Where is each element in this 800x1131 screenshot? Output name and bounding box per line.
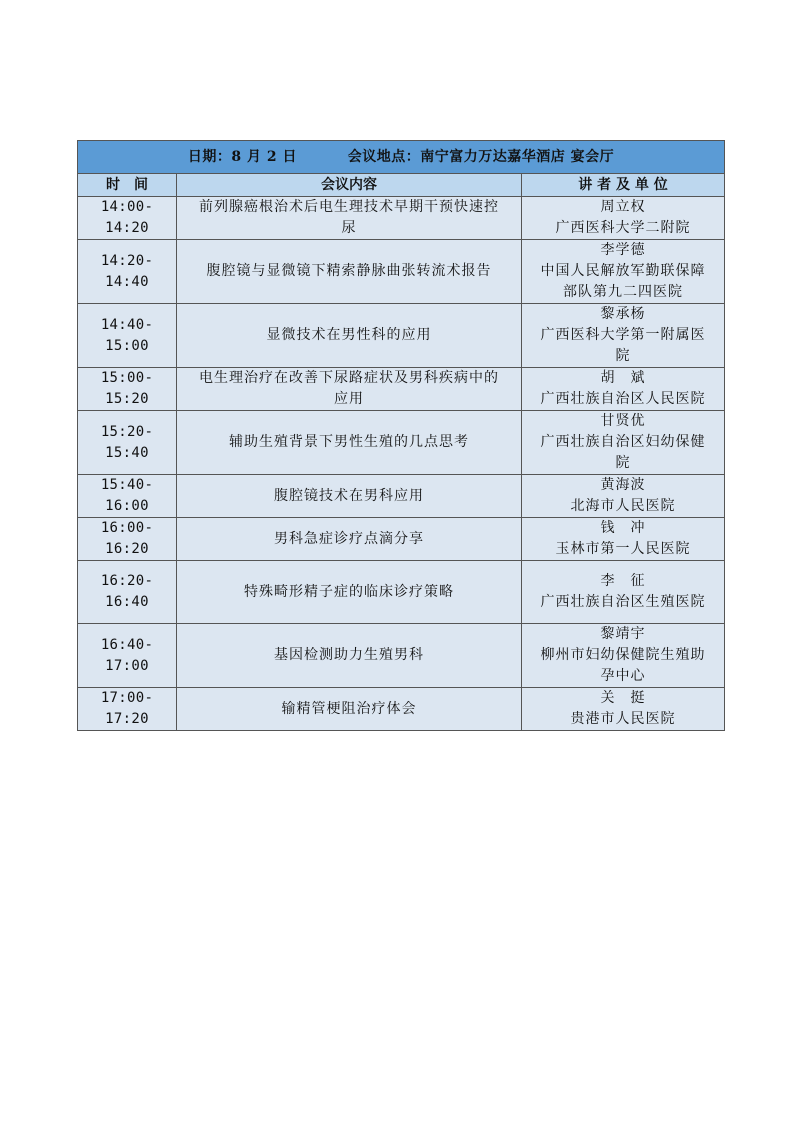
schedule-row <box>78 304 725 368</box>
speaker-affiliation: 中国人民解放军勤联保障 <box>540 263 706 279</box>
speaker-name: 黎靖宇 <box>600 626 646 642</box>
session-speaker <box>522 411 725 475</box>
session-topic-line: 腹腔镜与显微镜下精索静脉曲张转流术报告 <box>206 263 492 279</box>
schedule-row <box>78 240 725 304</box>
session-speaker <box>522 197 725 240</box>
speaker-name: 李 征 <box>600 573 646 589</box>
speaker-name: 黎承杨 <box>600 306 646 322</box>
session-topic-line: 辅助生殖背景下男性生殖的几点思考 <box>229 434 469 450</box>
session-time: 16:40-17:00 <box>78 624 177 688</box>
schedule-row <box>78 624 725 688</box>
speaker-affiliation: 部队第九二四医院 <box>563 284 683 300</box>
meeting-venue: 会议地点：南宁富力万达嘉华酒店 宴会厅 <box>347 148 615 165</box>
session-topic-line: 电生理治疗在改善下尿路症状及男科疾病中的 <box>199 370 499 386</box>
speaker-name: 关 挺 <box>600 690 646 706</box>
session-time: 14:40-15:00 <box>78 304 177 368</box>
speaker-name: 胡 斌 <box>600 370 646 386</box>
speaker-affiliation: 贵港市人民医院 <box>570 711 676 727</box>
session-time: 15:20-15:40 <box>78 411 177 475</box>
session-topic-line: 基因检测助力生殖男科 <box>274 647 424 663</box>
session-time: 17:00-17:20 <box>78 688 177 731</box>
session-time: 16:00-16:20 <box>78 518 177 561</box>
speaker-affiliation: 广西医科大学第一附属医 <box>540 327 706 343</box>
schedule-banner <box>78 141 725 174</box>
session-topic <box>177 197 522 240</box>
speaker-affiliation: 院 <box>615 455 631 471</box>
session-topic-line: 输精管梗阻治疗体会 <box>281 700 417 717</box>
speaker-affiliation: 广西壮族自治区生殖医院 <box>540 594 706 610</box>
session-speaker <box>522 304 725 368</box>
speaker-affiliation: 院 <box>615 348 631 364</box>
session-topic <box>177 411 522 475</box>
schedule-table <box>77 140 725 731</box>
session-speaker <box>522 240 725 304</box>
session-topic <box>177 240 522 304</box>
session-time: 15:40-16:00 <box>78 475 177 518</box>
schedule-body <box>78 197 725 731</box>
session-speaker <box>522 688 725 731</box>
speaker-name: 黄海波 <box>600 477 646 493</box>
speaker-affiliation: 玉林市第一人民医院 <box>555 541 691 557</box>
session-topic-line: 尿 <box>341 220 357 236</box>
speaker-affiliation: 广西壮族自治区妇幼保健 <box>540 434 706 450</box>
session-topic-line: 腹腔镜技术在男科应用 <box>274 487 424 504</box>
session-topic <box>177 561 522 624</box>
schedule-row <box>78 518 725 561</box>
session-topic <box>177 624 522 688</box>
session-speaker <box>522 518 725 561</box>
column-header-speaker: 讲 者 及 单 位 <box>522 174 725 197</box>
session-topic-line: 前列腺癌根治术后电生理技术早期干预快速控 <box>199 199 499 215</box>
session-time: 14:20-14:40 <box>78 240 177 304</box>
speaker-affiliation: 孕中心 <box>600 668 646 684</box>
session-speaker <box>522 624 725 688</box>
speaker-name: 钱 冲 <box>600 520 646 536</box>
session-topic <box>177 475 522 518</box>
speaker-name: 甘贤优 <box>600 413 646 429</box>
speaker-affiliation: 广西医科大学二附院 <box>555 220 691 236</box>
column-header-content: 会议内容 <box>177 174 522 197</box>
session-topic <box>177 304 522 368</box>
session-topic <box>177 368 522 411</box>
speaker-affiliation: 北海市人民医院 <box>570 498 676 514</box>
schedule-row <box>78 197 725 240</box>
schedule-row <box>78 411 725 475</box>
session-topic <box>177 518 522 561</box>
schedule-row <box>78 475 725 518</box>
session-time: 16:20-16:40 <box>78 561 177 624</box>
session-time: 15:00-15:20 <box>78 368 177 411</box>
session-topic-line: 男科急症诊疗点滴分享 <box>274 530 424 547</box>
session-time: 14:00-14:20 <box>78 197 177 240</box>
speaker-name: 李学德 <box>600 242 646 258</box>
column-header-time: 时 间 <box>78 174 177 197</box>
schedule-row <box>78 561 725 624</box>
speaker-name: 周立权 <box>600 199 646 215</box>
session-speaker <box>522 561 725 624</box>
schedule-row <box>78 368 725 411</box>
session-speaker <box>522 368 725 411</box>
session-topic <box>177 688 522 731</box>
speaker-affiliation: 广西壮族自治区人民医院 <box>540 391 706 407</box>
session-topic-line: 应用 <box>334 391 364 407</box>
session-topic-line: 显微技术在男性科的应用 <box>266 327 432 343</box>
column-header-row <box>78 174 725 197</box>
banner-cell <box>78 141 725 174</box>
schedule-row <box>78 688 725 731</box>
meeting-date: 日期：8 月 2 日 <box>187 148 297 165</box>
speaker-affiliation: 柳州市妇幼保健院生殖助 <box>540 647 706 663</box>
session-speaker <box>522 475 725 518</box>
session-topic-line: 特殊畸形精子症的临床诊疗策略 <box>244 583 454 600</box>
